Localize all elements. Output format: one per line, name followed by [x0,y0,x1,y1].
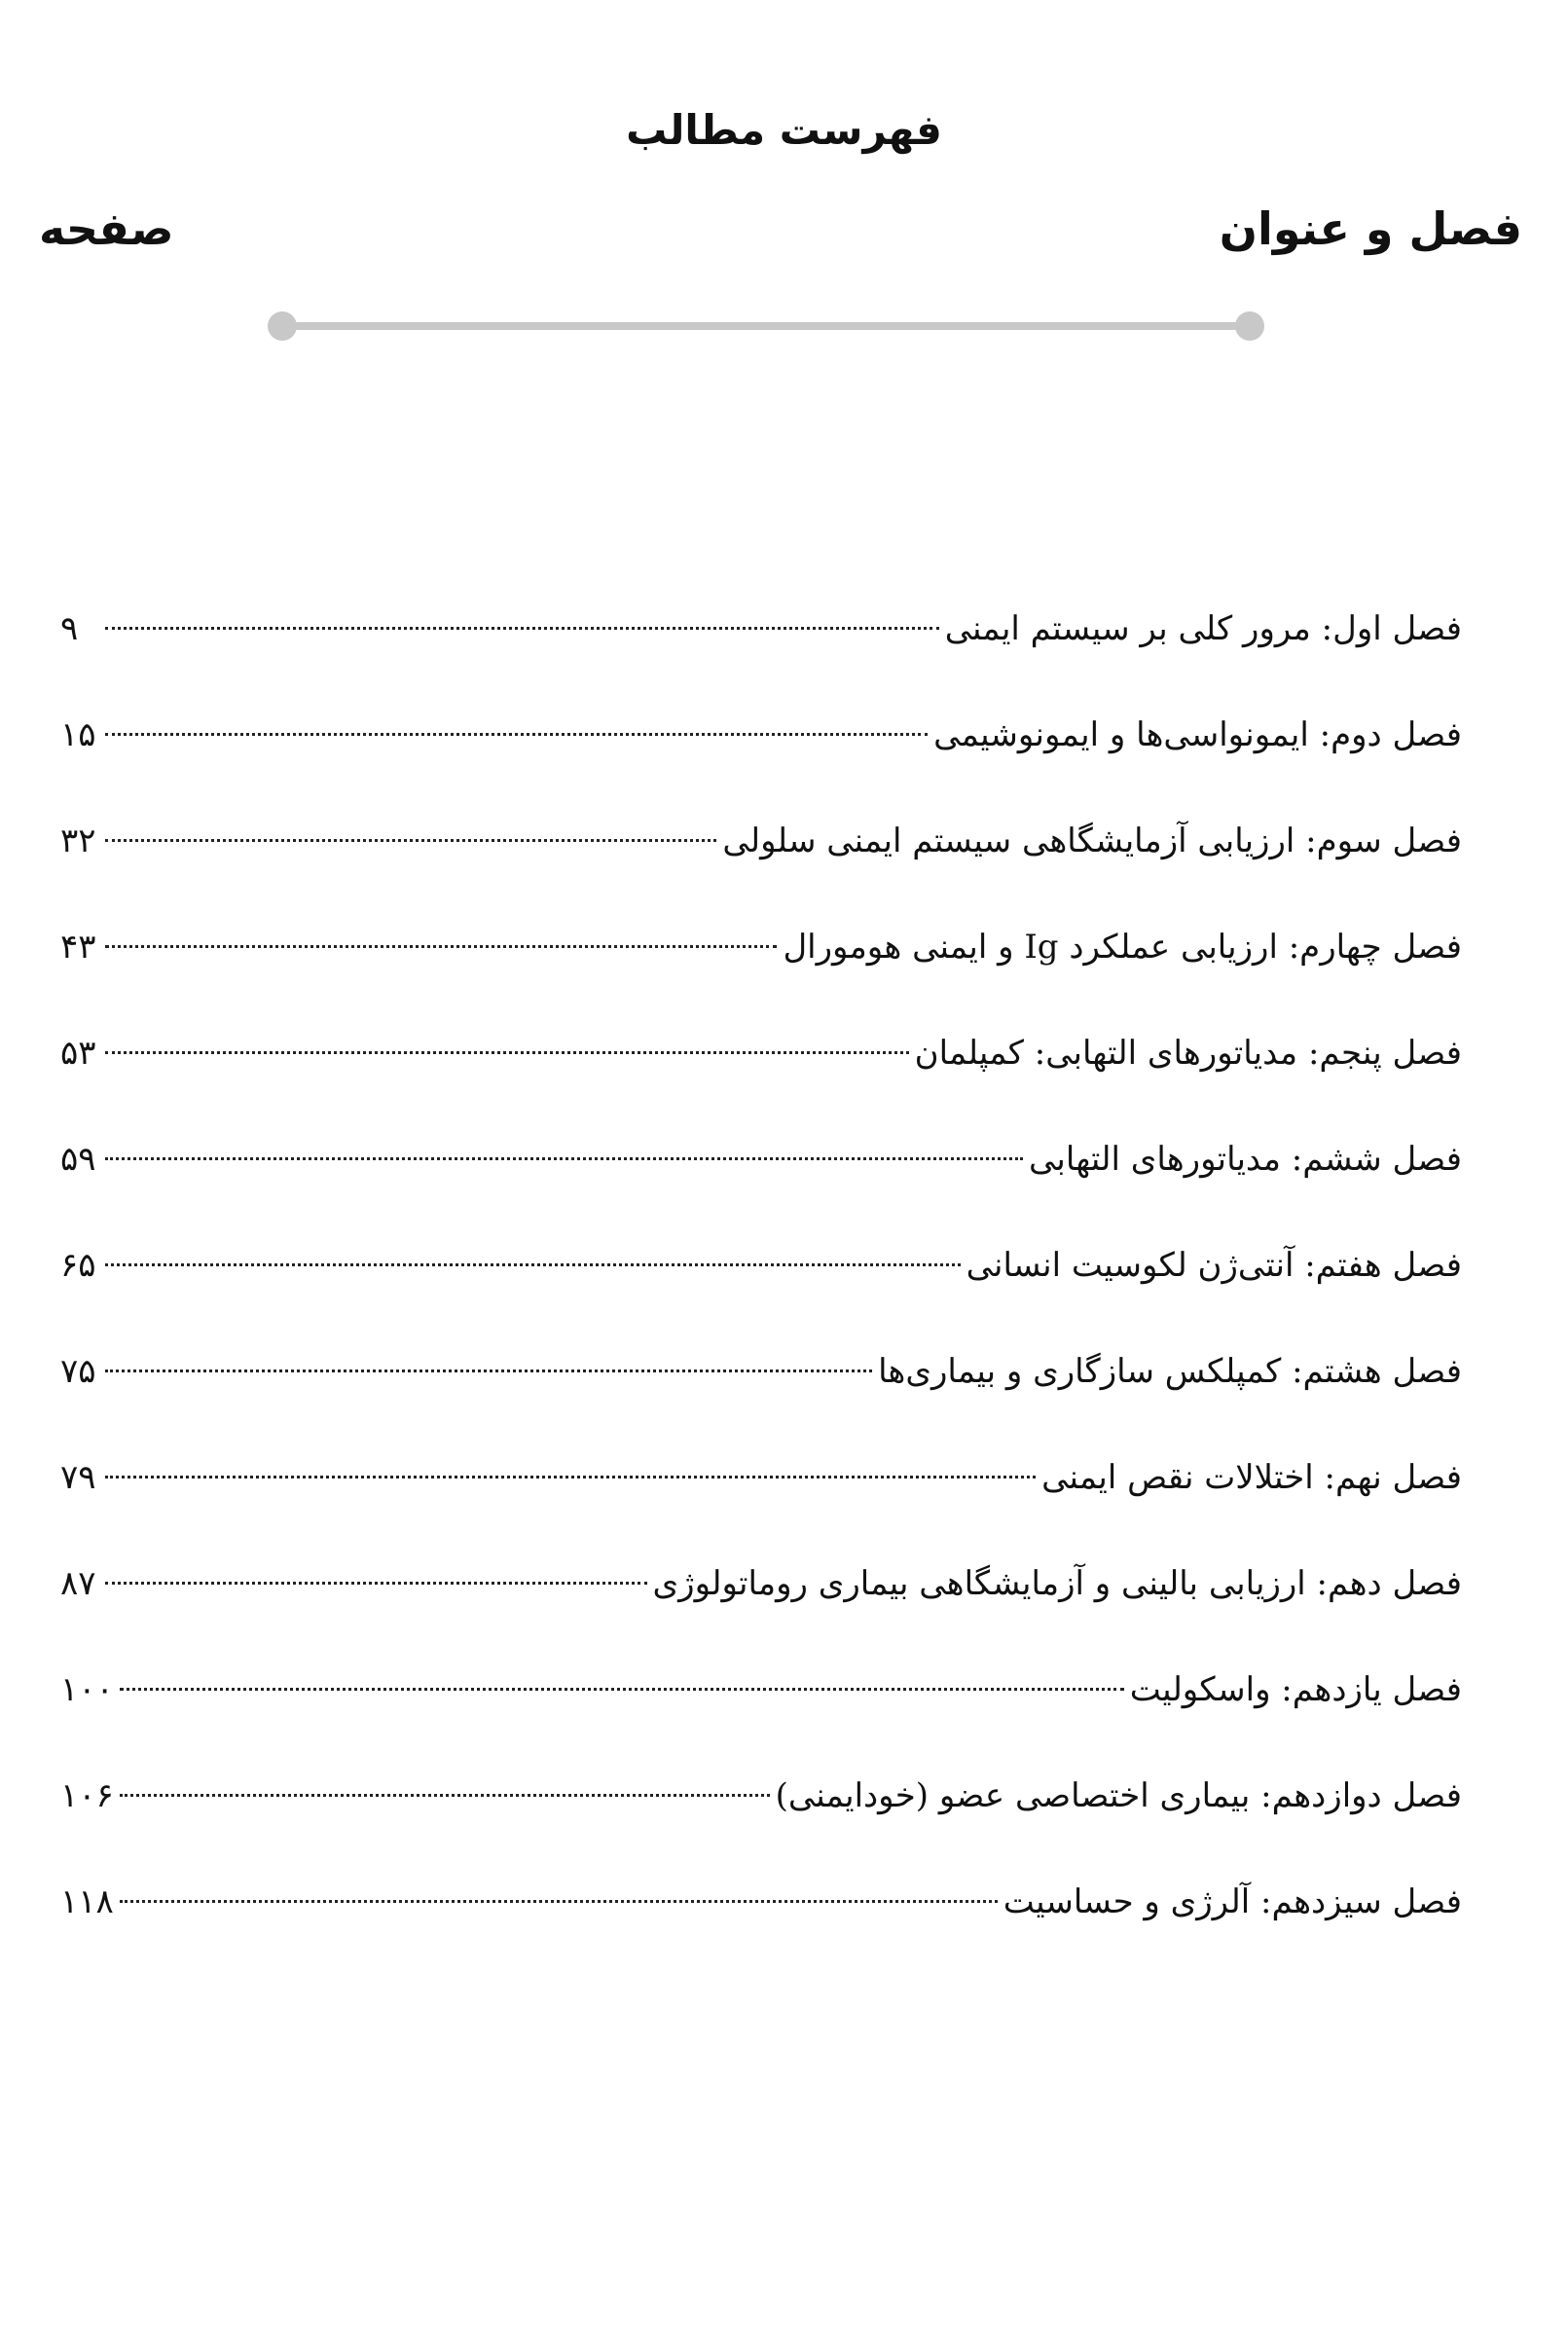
toc-entry-page: ۸۷ [60,1564,96,1603]
toc-entry[interactable] [60,1873,1462,1979]
toc-entry-page: ۱۱۸ [60,1882,114,1921]
toc-entry-page: ۹ [60,609,79,648]
toc-entry-page: ۷۵ [60,1352,96,1391]
toc-entry[interactable] [60,706,1462,812]
toc-entry-title: فصل ششم: مدیاتورهای التهابی [1029,1140,1462,1179]
toc-entry-page: ۵۹ [60,1140,96,1179]
toc-entry-page: ۶۵ [60,1246,96,1285]
toc-dot-leader [105,839,716,842]
toc-entry[interactable] [60,812,1462,918]
toc-entry[interactable] [60,1661,1462,1767]
toc-dot-leader [105,627,939,630]
column-heading-chapter-title: فصل و عنوان [1219,202,1522,255]
toc-entry-title: فصل سوم: ارزیابی آزمایشگاهی سیستم ایمنی سلولی [722,822,1462,860]
toc-dot-leader [120,1794,770,1797]
toc-entry-title: فصل پنجم: مدیاتورهای التهابی: کمپلمان [914,1034,1462,1073]
divider-dot-right [1235,311,1264,341]
toc-dot-leader [105,945,777,948]
column-heading-page: صفحه [39,202,174,255]
divider-dot-left [268,311,297,341]
page-title: فهرست مطالب [626,106,942,154]
table-of-contents [60,600,1462,1979]
toc-entry-page: ۵۳ [60,1034,96,1073]
toc-dot-leader [105,1263,961,1266]
toc-dot-leader [120,1900,998,1903]
toc-entry[interactable] [60,1130,1462,1236]
divider-bar [277,322,1255,330]
toc-entry[interactable] [60,1767,1462,1873]
toc-entry-page: ۱۵ [60,715,96,754]
toc-entry-title: فصل هشتم: کمپلکس سازگاری و بیماری‌ها [878,1352,1462,1391]
toc-dot-leader [105,1369,872,1372]
toc-dot-leader [105,1157,1023,1160]
toc-dot-leader [105,733,928,736]
toc-entry[interactable] [60,1024,1462,1130]
toc-entry[interactable] [60,1554,1462,1661]
toc-entry[interactable] [60,1236,1462,1342]
header-divider [268,311,1264,341]
toc-dot-leader [105,1051,909,1054]
toc-entry[interactable] [60,600,1462,706]
toc-dot-leader [120,1688,1124,1691]
toc-entry-title: فصل دوازدهم: بیماری اختصاصی عضو (خودایمنی) [775,1776,1462,1815]
toc-entry-title: فصل سیزدهم: آلرژی و حساسیت [1003,1882,1462,1921]
toc-entry-title: فصل دهم: ارزیابی بالینی و آزمایشگاهی بیماری روماتولوژی [652,1564,1462,1603]
toc-entry[interactable] [60,1342,1462,1448]
toc-entry-title: فصل یازدهم: واسکولیت [1129,1670,1462,1709]
toc-dot-leader [105,1582,647,1585]
toc-entry-page: ۳۲ [60,822,96,860]
toc-entry-page: ۱۰۶ [60,1776,114,1815]
toc-dot-leader [105,1476,1036,1479]
toc-entry-title: فصل هفتم: آنتی‌ژن لکوسیت انسانی [966,1246,1462,1285]
toc-entry-title: فصل اول: مرور کلی بر سیستم ایمنی [944,609,1462,648]
toc-entry[interactable] [60,918,1462,1024]
toc-entry-title: فصل نهم: اختلالات نقص ایمنی [1041,1458,1462,1497]
toc-entry-page: ۷۹ [60,1458,96,1497]
toc-entry-page: ۱۰۰ [60,1670,114,1709]
toc-entry[interactable] [60,1448,1462,1554]
toc-entry-title: فصل چهارم: ارزیابی عملکرد Ig و ایمنی هومورال [783,928,1462,967]
toc-entry-page: ۴۳ [60,928,96,967]
toc-entry-title: فصل دوم: ایمونواسی‌ها و ایمونوشیمی [933,715,1462,754]
